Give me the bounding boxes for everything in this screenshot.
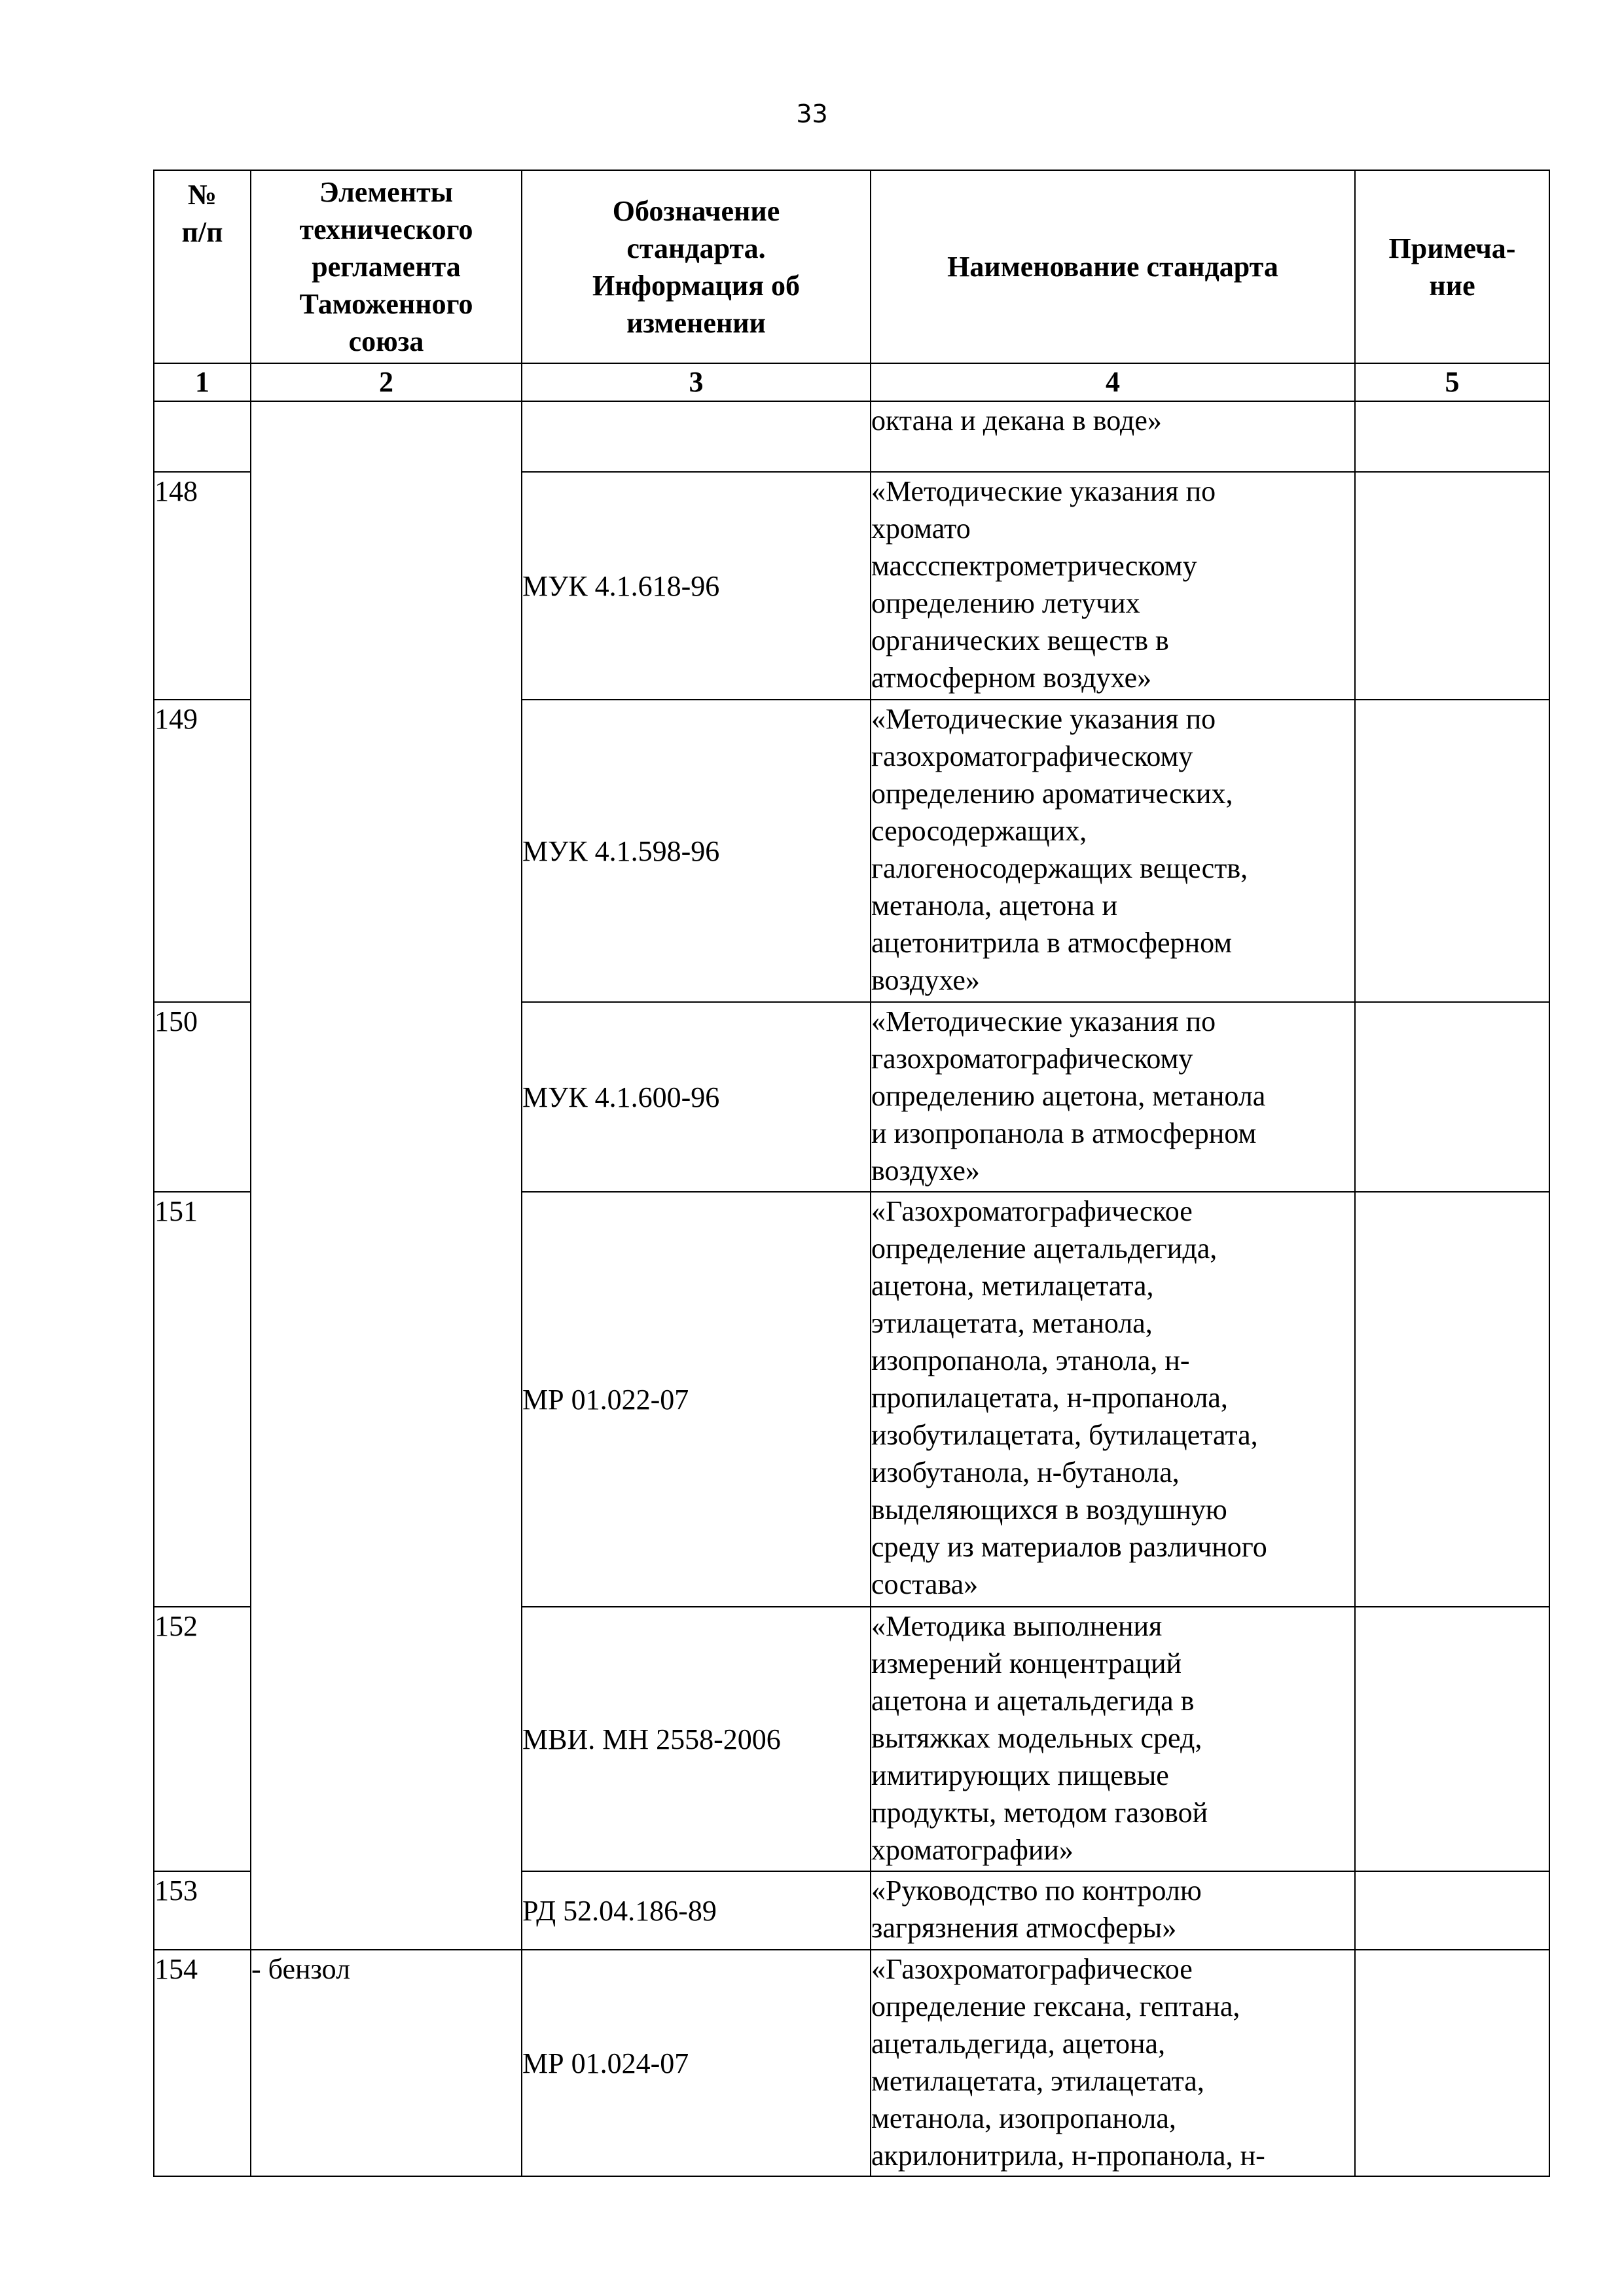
- row-standard-name: «Методические указания по газохроматографическому определению ацетона, метанола и изопропанола в атмосферном воздухе»: [871, 1002, 1355, 1192]
- row-designation: МУК 4.1.600-96: [522, 1002, 871, 1192]
- row-note: [1355, 401, 1549, 472]
- row-note: [1355, 1607, 1549, 1871]
- header-note: Примеча- ние: [1355, 170, 1549, 363]
- row-number: 152: [154, 1607, 251, 1871]
- row-designation: РД 52.04.186-89: [522, 1871, 871, 1950]
- row-standard-name: «Газохроматографическое определение гексана, гептана, ацетальдегида, ацетона, метилацетата, этилацетата, метанола, изопропанола, акрилонитрила, н-пропанола, н-: [871, 1950, 1355, 2176]
- header-number: № п/п: [154, 170, 251, 363]
- row-designation: МР 01.024-07: [522, 1950, 871, 2176]
- row-designation: МВИ. МН 2558-2006: [522, 1607, 871, 1871]
- header-elements: Элементы технического регламента Таможенного союза: [251, 170, 522, 363]
- row-note: [1355, 472, 1549, 700]
- page-number: 33: [796, 99, 828, 128]
- row-number: 154: [154, 1950, 251, 2176]
- table-row: [154, 401, 1549, 472]
- row-standard-name: «Руководство по контролю загрязнения атмосферы»: [871, 1871, 1355, 1950]
- column-number: 5: [1355, 363, 1549, 401]
- column-number: 4: [871, 363, 1355, 401]
- column-number: 1: [154, 363, 251, 401]
- row-note: [1355, 1871, 1549, 1950]
- row-number: 153: [154, 1871, 251, 1950]
- row-designation: МУК 4.1.618-96: [522, 472, 871, 700]
- row-number: 148: [154, 472, 251, 700]
- row-designation: МР 01.022-07: [522, 1192, 871, 1607]
- header-row: [154, 170, 1549, 363]
- column-number: 2: [251, 363, 522, 401]
- row-standard-name: октана и декана в воде»: [871, 401, 1355, 472]
- row-note: [1355, 1950, 1549, 2176]
- row-designation: МУК 4.1.598-96: [522, 700, 871, 1002]
- row-number: 150: [154, 1002, 251, 1192]
- table-row: [154, 1950, 1549, 2176]
- row-element: - бензол: [251, 1950, 522, 2176]
- column-number: 3: [522, 363, 871, 401]
- standards-table: [153, 170, 1550, 2177]
- row-standard-name: «Методические указания по хромато массспектрометрическому определению летучих органических веществ в атмосферном воздухе»: [871, 472, 1355, 700]
- row-note: [1355, 1192, 1549, 1607]
- row-number: [154, 401, 251, 472]
- row-note: [1355, 1002, 1549, 1192]
- row-element: [251, 401, 522, 1950]
- row-number: 149: [154, 700, 251, 1002]
- row-standard-name: «Методика выполнения измерений концентраций ацетона и ацетальдегида в вытяжках модельных сред, имитирующих пищевые продукты, методом газовой хроматографии»: [871, 1607, 1355, 1871]
- row-note: [1355, 700, 1549, 1002]
- column-number-row: [154, 363, 1549, 401]
- header-standard-name: Наименование стандарта: [871, 170, 1355, 363]
- row-standard-name: «Методические указания по газохроматографическому определению ароматических, серосодержащих, галогеносодержащих веществ, метанола, ацетона и ацетонитрила в атмосферном воздухе»: [871, 700, 1355, 1002]
- row-number: 151: [154, 1192, 251, 1607]
- header-designation: Обозначение стандарта. Информация об изменении: [522, 170, 871, 363]
- row-standard-name: «Газохроматографическое определение ацетальдегида, ацетона, метилацетата, этилацетата, метанола, изопропанола, этанола, н- пропилацетата, н-пропанола, изобутилацетата, бутилацетата, изобутанола, н-бутанола, выделяющихся в воздушную среду из материалов различного состава»: [871, 1192, 1355, 1607]
- row-designation: [522, 401, 871, 472]
